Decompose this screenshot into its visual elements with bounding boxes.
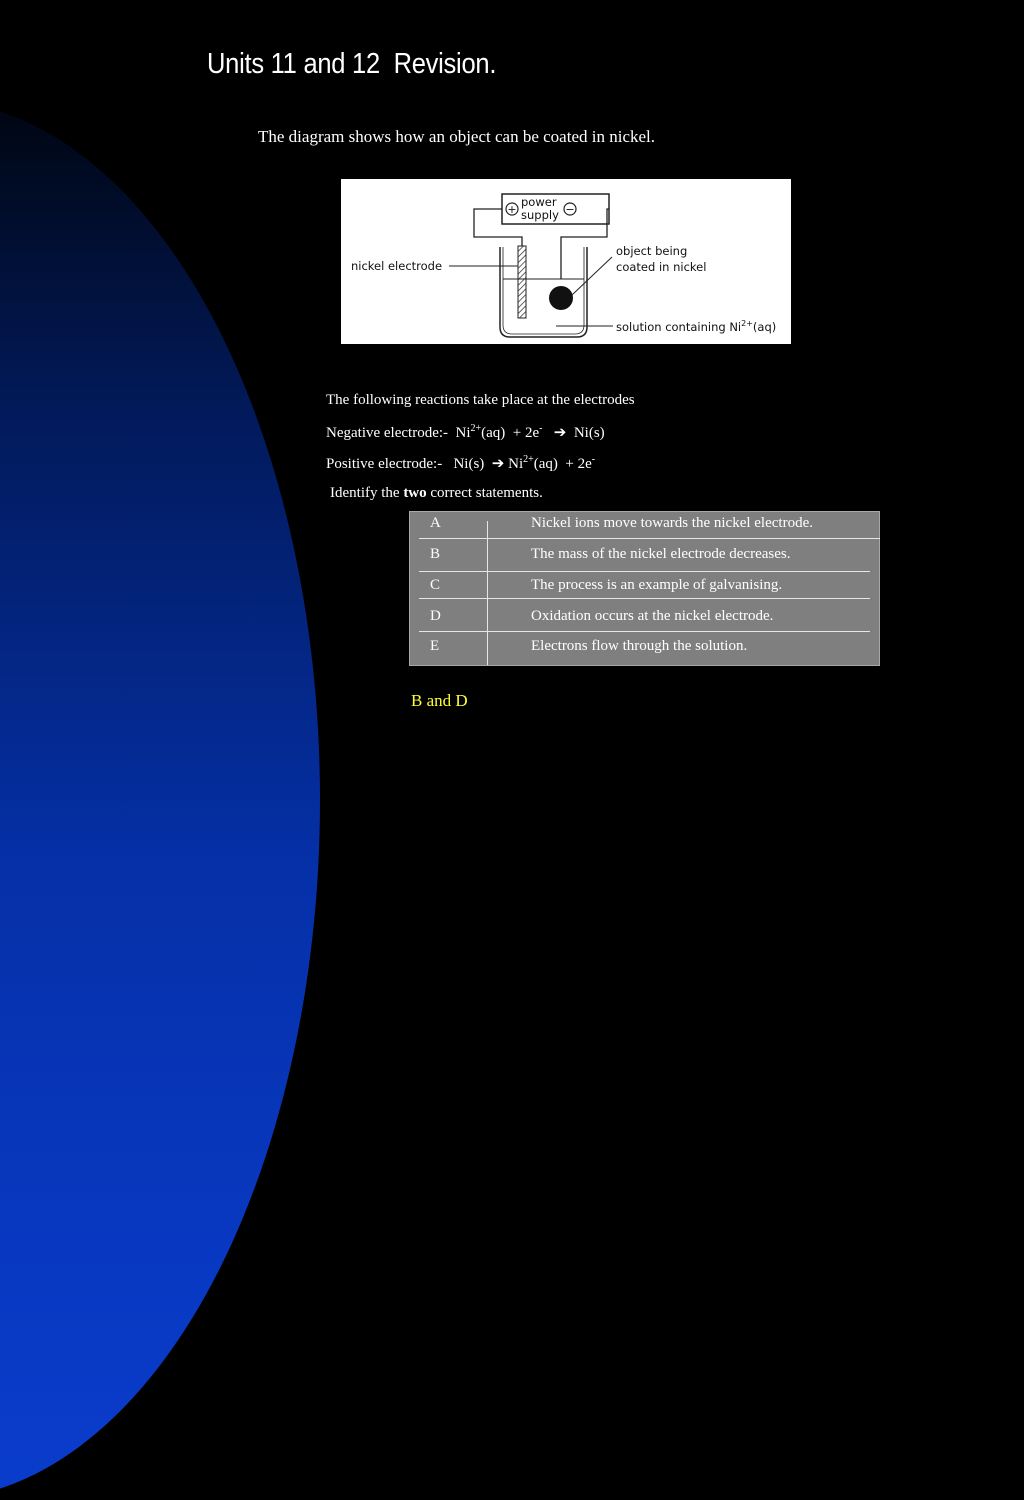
solution-label: solution containing $Ni^{2+}(aq)$ <box>616 319 777 334</box>
option-e-letter: E <box>430 638 440 654</box>
electroplating-diagram <box>341 179 791 344</box>
option-a-letter: A <box>430 515 441 531</box>
power-label-2: supply <box>521 208 559 222</box>
slide-title: Units 11 and 12 Revision. <box>207 48 497 80</box>
question-text: Identify the two correct statements. <box>330 485 543 501</box>
option-c-letter: C <box>430 577 441 593</box>
option-d-text: Oxidation occurs at the nickel electrode. <box>531 608 774 624</box>
object-label-1: object being <box>616 244 688 258</box>
nickel-electrode <box>518 246 526 318</box>
plus-symbol: + <box>507 203 517 216</box>
coated-object <box>549 286 573 310</box>
options-table <box>409 511 880 666</box>
reactions-intro: The following reactions take place at the electrodes <box>326 392 635 408</box>
option-e-text: Electrons flow through the solution. <box>531 638 748 654</box>
beaker <box>500 247 587 337</box>
positive-electrode-equation: Positive electrode:- Ni(s) ➔ $Ni^{2+}(aq) + 2e^-$ <box>326 454 596 472</box>
nickel-electrode-label: nickel electrode <box>351 259 443 273</box>
arrow-icon: ➔ <box>491 456 505 472</box>
option-d-letter: D <box>430 608 441 624</box>
negative-electrode-equation: Negative electrode:- $Ni^{2+}(aq) + 2e^-$ ➔ Ni(s) <box>326 423 605 441</box>
background-blue-arc <box>0 100 320 1500</box>
negative-wire <box>561 209 609 279</box>
option-c-text: The process is an example of galvanising. <box>531 577 783 593</box>
option-a-text: Nickel ions move towards the nickel electrode. <box>531 515 813 531</box>
answer-text: B and D <box>411 691 468 710</box>
power-label-1: power <box>521 195 557 209</box>
object-label-2: coated in nickel <box>616 260 707 274</box>
option-b-text: The mass of the nickel electrode decreases. <box>531 546 791 562</box>
arrow-icon: ➔ <box>553 425 567 441</box>
minus-symbol: − <box>565 203 575 216</box>
option-b-letter: B <box>430 546 441 562</box>
intro-text: The diagram shows how an object can be coated in nickel. <box>258 127 656 146</box>
